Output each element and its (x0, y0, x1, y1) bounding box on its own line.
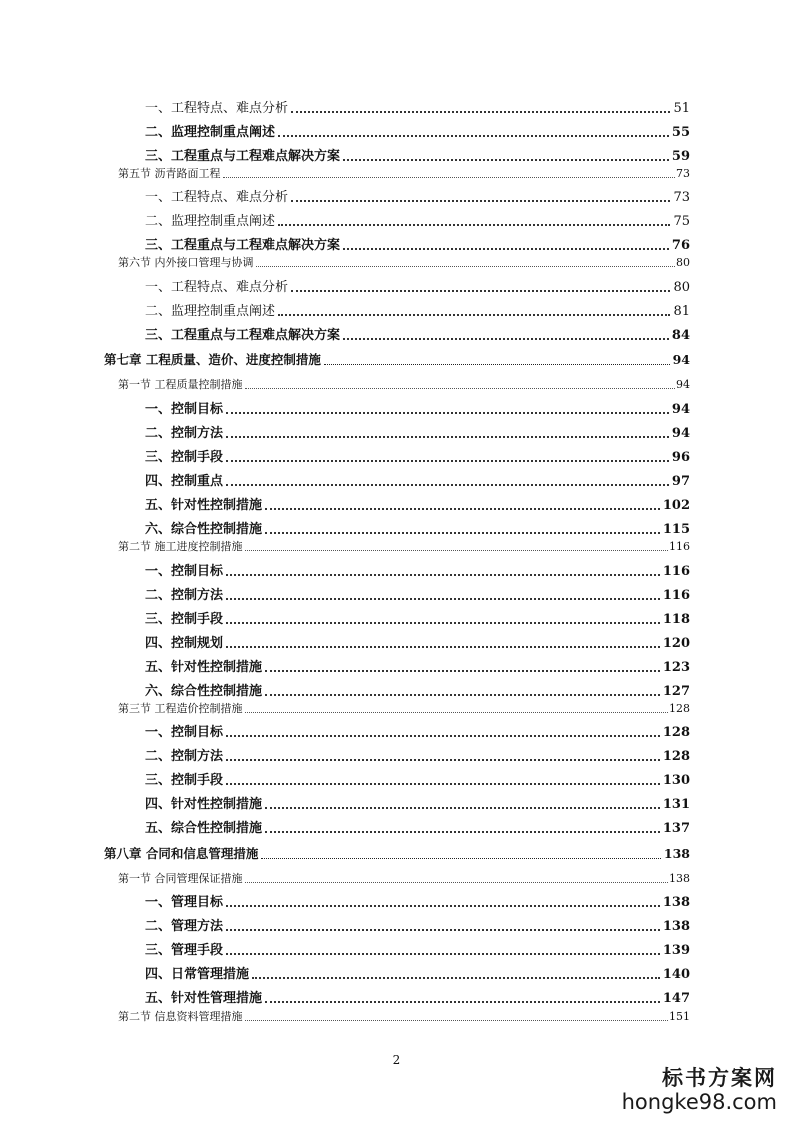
toc-leader-dots (291, 111, 670, 113)
toc-entry-title: 三、控制手段 (145, 773, 224, 788)
toc-entry[interactable] (145, 124, 690, 142)
toc-entry-title: 一、管理目标 (145, 895, 224, 910)
toc-entry-title: 二、控制方法 (145, 426, 224, 441)
toc-entry[interactable] (145, 189, 690, 207)
toc-leader-dots (226, 484, 669, 486)
toc-entry-page: 80 (676, 256, 690, 269)
toc-leader-dots (252, 977, 660, 979)
toc-leader-dots (343, 248, 669, 250)
toc-entry-title: 三、控制手段 (145, 612, 224, 627)
toc-entry[interactable] (104, 352, 690, 368)
toc-leader-dots (256, 266, 676, 267)
toc-entry-page: 120 (662, 636, 690, 651)
toc-entry-title: 四、控制重点 (145, 474, 224, 489)
toc-entry[interactable] (118, 167, 690, 181)
toc-entry-title: 三、工程重点与工程难点解决方案 (145, 328, 341, 343)
toc-entry-page: 94 (671, 426, 690, 441)
toc-entry[interactable] (145, 213, 690, 231)
toc-entry[interactable] (145, 894, 690, 912)
toc-leader-dots (343, 159, 669, 161)
toc-entry-title: 第二节 信息资料管理措施 (118, 1010, 243, 1023)
watermark-logo (622, 1062, 777, 1114)
toc-entry[interactable] (145, 635, 690, 653)
toc-entry[interactable] (145, 425, 690, 443)
toc-entry-title: 一、控制目标 (145, 564, 224, 579)
toc-entry[interactable] (145, 942, 690, 960)
toc-entry[interactable] (145, 521, 690, 539)
toc-entry-page: 138 (662, 919, 690, 934)
toc-leader-dots (226, 759, 660, 761)
toc-entry-page: 128 (662, 725, 690, 740)
toc-entry[interactable] (145, 683, 690, 701)
toc-entry-title: 二、管理方法 (145, 919, 224, 934)
toc-entry[interactable] (145, 659, 690, 677)
toc-leader-dots (278, 135, 669, 137)
toc-entry-page: 130 (662, 773, 690, 788)
toc-entry-page: 97 (671, 474, 690, 489)
toc-entry[interactable] (145, 148, 690, 166)
toc-leader-dots (226, 783, 660, 785)
toc-entry-title: 三、管理手段 (145, 943, 224, 958)
toc-entry-page: 140 (662, 967, 690, 982)
toc-entry-title: 第七章 工程质量、造价、进度控制措施 (104, 352, 321, 367)
toc-entry[interactable] (118, 872, 690, 886)
toc-entry-page: 131 (662, 797, 690, 812)
toc-entry-title: 五、针对性控制措施 (145, 498, 263, 513)
toc-entry-title: 一、工程特点、难点分析 (145, 190, 289, 205)
toc-entry-title: 第六节 内外接口管理与协调 (118, 256, 254, 269)
toc-entry-page: 84 (671, 328, 690, 343)
toc-entry-title: 三、工程重点与工程难点解决方案 (145, 149, 341, 164)
toc-leader-dots (324, 364, 670, 365)
toc-entry-page: 118 (662, 612, 690, 627)
toc-entry[interactable] (118, 1010, 690, 1024)
toc-entry-title: 四、针对性控制措施 (145, 797, 263, 812)
toc-entry[interactable] (145, 327, 690, 345)
toc-entry[interactable] (118, 702, 690, 716)
toc-leader-dots (265, 831, 660, 833)
toc-entry-page: 116 (669, 540, 690, 553)
toc-leader-dots (278, 314, 670, 316)
toc-entry[interactable] (145, 303, 690, 321)
toc-entry[interactable] (145, 473, 690, 491)
toc-entry-page: 55 (671, 125, 690, 140)
toc-entry-page: 73 (676, 167, 690, 180)
toc-entry-page: 94 (676, 378, 690, 391)
toc-leader-dots (265, 670, 660, 672)
toc-leader-dots (265, 1001, 660, 1003)
toc-entry[interactable] (145, 748, 690, 766)
toc-entry-page: 123 (662, 660, 690, 675)
toc-leader-dots (291, 290, 670, 292)
toc-entry-page: 59 (671, 149, 690, 164)
toc-entry[interactable] (145, 401, 690, 419)
toc-entry[interactable] (145, 449, 690, 467)
toc-entry-page: 76 (671, 238, 690, 253)
toc-entry-title: 三、工程重点与工程难点解决方案 (145, 238, 341, 253)
toc-entry[interactable] (145, 587, 690, 605)
toc-leader-dots (291, 200, 670, 202)
toc-entry-title: 四、日常管理措施 (145, 967, 250, 982)
toc-entry[interactable] (145, 497, 690, 515)
toc-entry-page: 116 (662, 564, 690, 579)
toc-entry[interactable] (145, 724, 690, 742)
toc-entry-title: 五、综合性控制措施 (145, 821, 263, 836)
toc-entry[interactable] (145, 796, 690, 814)
toc-entry-page: 81 (673, 304, 690, 319)
watermark-cn: 标书方案网 (662, 1065, 777, 1090)
toc-entry-title: 五、针对性控制措施 (145, 660, 263, 675)
toc-entry[interactable] (145, 563, 690, 581)
toc-entry-title: 一、控制目标 (145, 402, 224, 417)
toc-entry-page: 116 (662, 588, 690, 603)
toc-entry[interactable] (145, 918, 690, 936)
toc-entry-page: 80 (673, 280, 690, 295)
toc-leader-dots (265, 508, 660, 510)
toc-leader-dots (226, 735, 660, 737)
page-number: 2 (392, 1053, 401, 1067)
toc-leader-dots (226, 646, 660, 648)
toc-entry-title: 第一节 合同管理保证措施 (118, 872, 243, 885)
toc-entry-title: 五、针对性管理措施 (145, 991, 263, 1006)
toc-entry-page: 96 (671, 450, 690, 465)
toc-entry-title: 一、工程特点、难点分析 (145, 280, 289, 295)
toc-entry-page: 147 (662, 991, 690, 1006)
toc-entry-title: 一、控制目标 (145, 725, 224, 740)
toc-entry-title: 二、监理控制重点阐述 (145, 304, 276, 319)
toc-entry-page: 137 (662, 821, 690, 836)
toc-entry[interactable] (145, 772, 690, 790)
toc-entry[interactable] (118, 540, 690, 554)
toc-entry[interactable] (145, 100, 690, 118)
toc-entry-title: 二、监理控制重点阐述 (145, 214, 276, 229)
toc-entry-title: 第一节 工程质量控制措施 (118, 378, 243, 391)
toc-entry-page: 138 (663, 846, 690, 861)
toc-entry[interactable] (104, 846, 690, 862)
toc-entry-title: 三、控制手段 (145, 450, 224, 465)
toc-entry-page: 73 (673, 190, 690, 205)
toc-leader-dots (226, 953, 660, 955)
toc-leader-dots (265, 532, 660, 534)
toc-leader-dots (245, 550, 669, 551)
toc-entry-title: 二、控制方法 (145, 749, 224, 764)
watermark-url: hongke98.com (621, 1090, 777, 1114)
toc-entry-page: 127 (662, 684, 690, 699)
toc-leader-dots (261, 858, 661, 859)
toc-entry-title: 四、控制规划 (145, 636, 224, 651)
toc-entry-page: 138 (662, 895, 690, 910)
toc-leader-dots (245, 388, 676, 389)
toc-entry[interactable] (145, 611, 690, 629)
toc-leader-dots (265, 694, 660, 696)
toc-entry-title: 六、综合性控制措施 (145, 684, 263, 699)
toc-leader-dots (245, 1020, 669, 1021)
toc-entry-page: 128 (669, 702, 690, 715)
toc-entry-page: 151 (669, 1010, 690, 1023)
toc-entry-page: 139 (662, 943, 690, 958)
toc-leader-dots (226, 598, 660, 600)
toc-leader-dots (278, 224, 670, 226)
toc-leader-dots (226, 460, 669, 462)
toc-entry-page: 94 (671, 402, 690, 417)
toc-entry[interactable] (145, 990, 690, 1008)
toc-leader-dots (343, 338, 669, 340)
toc-leader-dots (245, 882, 669, 883)
toc-leader-dots (226, 929, 660, 931)
toc-entry[interactable] (145, 820, 690, 838)
toc-entry[interactable] (145, 966, 690, 984)
toc-leader-dots (226, 412, 669, 414)
toc-entry-title: 二、控制方法 (145, 588, 224, 603)
toc-entry-title: 二、监理控制重点阐述 (145, 125, 276, 140)
toc-entry[interactable] (118, 378, 690, 392)
toc-entry-page: 75 (673, 214, 690, 229)
toc-leader-dots (226, 436, 669, 438)
toc-leader-dots (223, 177, 676, 178)
toc-entry[interactable] (145, 237, 690, 255)
toc-entry-title: 一、工程特点、难点分析 (145, 101, 289, 116)
toc-leader-dots (226, 622, 660, 624)
toc-entry-page: 51 (673, 101, 690, 116)
toc-entry[interactable] (145, 279, 690, 297)
toc-entry[interactable] (118, 256, 690, 270)
toc-entry-page: 138 (669, 872, 690, 885)
toc-entry-page: 128 (662, 749, 690, 764)
toc-leader-dots (265, 807, 660, 809)
toc-leader-dots (245, 712, 669, 713)
toc-entry-page: 115 (662, 522, 690, 537)
toc-entry-title: 六、综合性控制措施 (145, 522, 263, 537)
toc-entry-title: 第三节 工程造价控制措施 (118, 702, 243, 715)
toc-leader-dots (226, 574, 660, 576)
toc-entry-title: 第五节 沥青路面工程 (118, 167, 221, 180)
toc-entry-page: 102 (662, 498, 690, 513)
toc-entry-title: 第二节 施工进度控制措施 (118, 540, 243, 553)
toc-entry-title: 第八章 合同和信息管理措施 (104, 846, 259, 861)
toc-entry-page: 94 (672, 352, 690, 367)
toc-leader-dots (226, 905, 660, 907)
